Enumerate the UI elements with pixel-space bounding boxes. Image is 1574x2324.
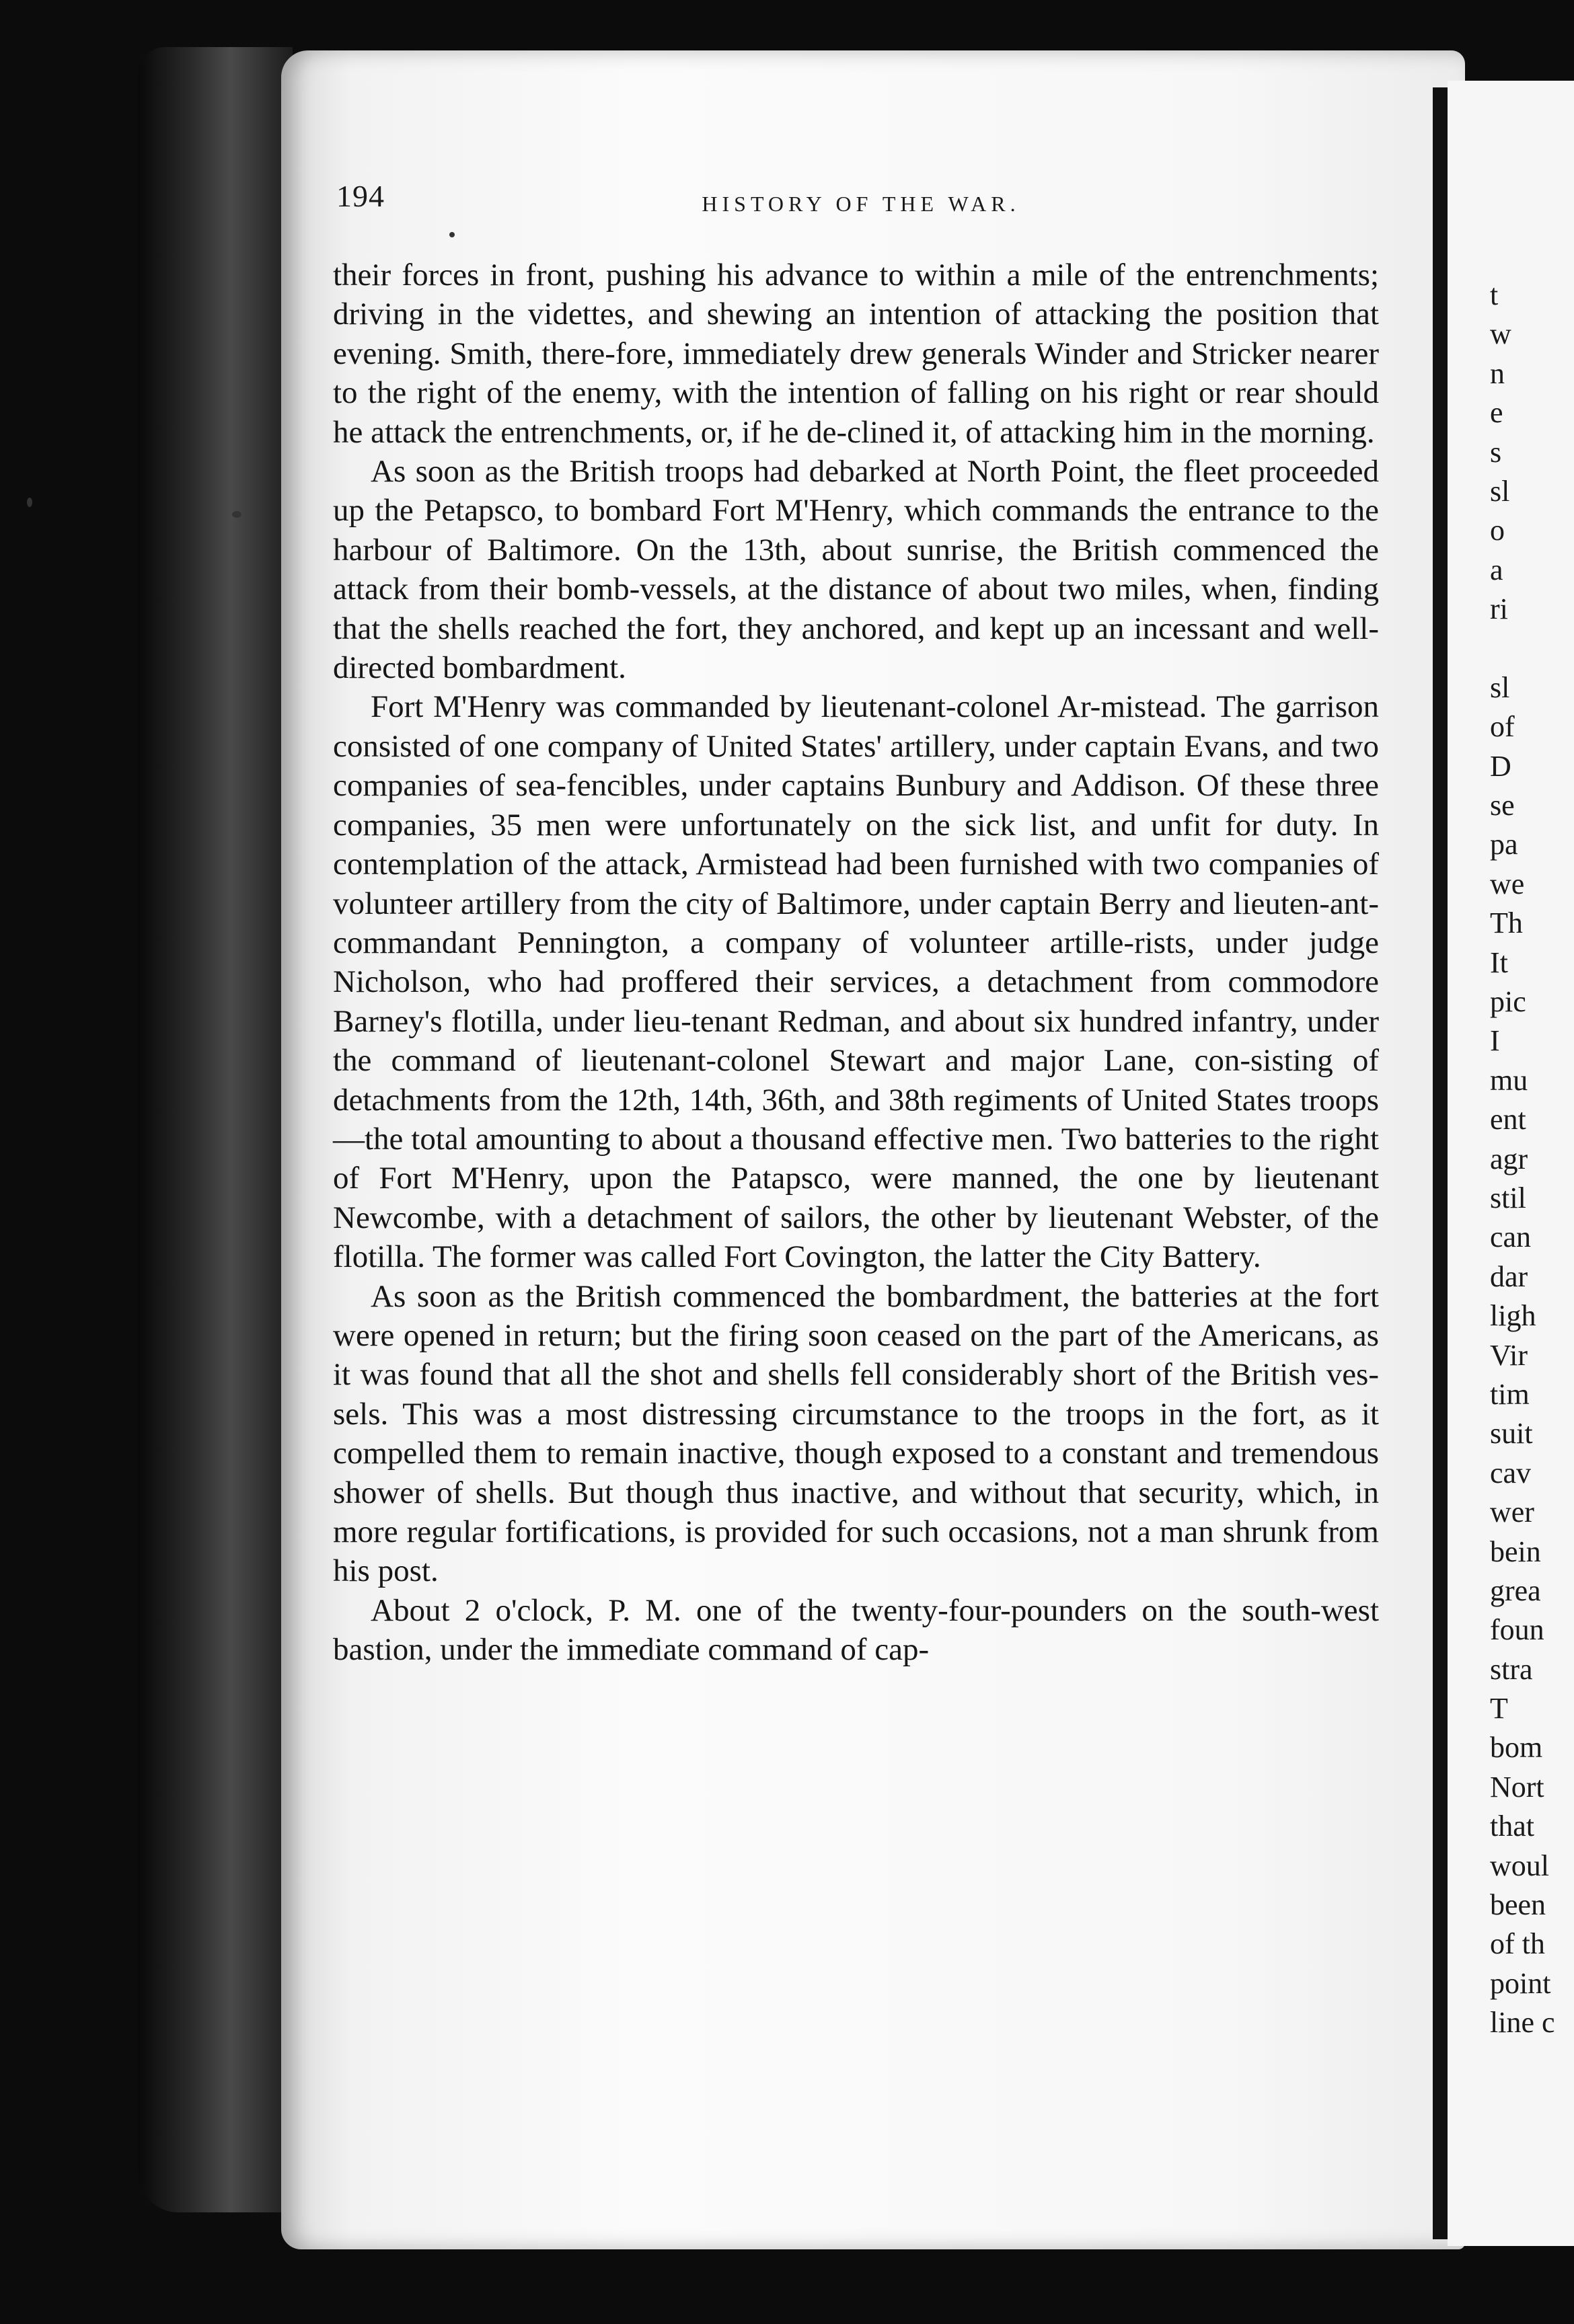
facing-page-fragment: I (1490, 1024, 1500, 1058)
facing-page-fragment: ligh (1490, 1299, 1536, 1333)
facing-page-fragment: sl (1490, 670, 1510, 704)
paragraph: As soon as the British commenced the bombardment, the batteries at the fort were opened in return; but the firing soon ceased on the part of the Americans, as it was found that all the shot and shells fell considerably short of the British ves-sels. This was a most distressing circumstance to the troops in the fort, as it compelled them to remain inactive, though exposed to a constant and tremendous shower of shells. But though thus inactive, and without that security, which, in more regular fortifications, is provided for such occasions, not a man shrunk from his post. (333, 1278, 1379, 1589)
facing-page-fragment: of th (1490, 1927, 1545, 1961)
facing-page-fragment: o (1490, 514, 1505, 547)
facing-page-fragment: bein (1490, 1535, 1541, 1568)
facing-page-fragment: woul (1490, 1849, 1549, 1882)
facing-page-fragment: pa (1490, 828, 1518, 861)
running-head: HISTORY OF THE WAR. (702, 192, 1020, 216)
facing-page-fragment: can (1490, 1221, 1532, 1254)
paragraph: As soon as the British troops had debarked at North Point, the fleet proceeded up the Petapsco, to bombard Fort M'Henry, which commands the entrance to the harbour of Baltimore. On the 13th, about sunrise, the British commenced the attack from their bomb-vessels, at the distance of about two miles, when, finding that the shells reached the fort, they anchored, and kept up an incessant and well-directed bombardment. (333, 454, 1379, 686)
facing-page-fragment: been (1490, 1888, 1546, 1922)
facing-page-fragment: T (1490, 1692, 1508, 1726)
page-header (336, 178, 1386, 225)
facing-page-fragment: It (1490, 945, 1508, 979)
body-text (333, 256, 1379, 1670)
scan-speck (449, 232, 455, 237)
facing-page-fragment: se (1490, 789, 1515, 822)
facing-page-fragment: we (1490, 867, 1525, 900)
facing-page-fragment: grea (1490, 1574, 1541, 1607)
facing-page-fragment: wer (1490, 1496, 1534, 1529)
facing-page-fragment: e (1490, 396, 1503, 430)
facing-page-fragment: pic (1490, 985, 1526, 1019)
facing-page-fragment: stra (1490, 1652, 1533, 1686)
facing-page-fragment: cav (1490, 1456, 1532, 1489)
facing-page-fragment: Vir (1490, 1338, 1528, 1372)
page-number: 194 (336, 179, 385, 213)
facing-page-fragment (1490, 629, 1574, 668)
facing-page-fragment: bom (1490, 1731, 1543, 1765)
facing-page-fragment: Nort (1490, 1770, 1544, 1804)
facing-page-fragment: mu (1490, 1063, 1528, 1097)
facing-page-fragment: a (1490, 553, 1503, 586)
scan-speck (232, 511, 241, 518)
facing-page-fragment: agr (1490, 1142, 1528, 1175)
facing-page-fragment: stil (1490, 1181, 1526, 1214)
facing-page-fragment: line c (1490, 2006, 1555, 2040)
facing-page-fragment: ent (1490, 1103, 1526, 1136)
facing-page-fragment: ri (1490, 592, 1508, 626)
facing-page-fragment: of (1490, 710, 1515, 744)
facing-page-fragment: foun (1490, 1613, 1544, 1647)
facing-page-fragment: tim (1490, 1377, 1530, 1411)
paragraph: their forces in front, pushing his advance to within a mile of the entrenchments; driving in the videttes, and shewing an intention of attacking the position that evening. Smith, there-fore, immediately drew generals Winder and Stricker nearer to the right of the enemy, with the intention of falling on his right or rear should he attack the entrenchments, or, if he de-clined it, of attacking him in the morning. (333, 258, 1379, 450)
paragraph: Fort M'Henry was commanded by lieutenant-colonel Ar-mistead. The garrison consisted of one company of United States' artillery, under captain Evans, and two companies of sea-fencibles, under captains Bunbury and Addison. Of these three companies, 35 men were unfortunately on the sick list, and unfit for duty. In contemplation of the attack, Armistead had been furnished with two companies of volunteer artillery from the city of Baltimore, under captain Berry and lieuten-ant-commandant Pennington, a company of volunteer artille-rists, under judge Nicholson, who had proffered their services, a detachment from commodore Barney's flotilla, under lieu-tenant Redman, and about six hundred infantry, under the command of lieutenant-colonel Stewart and major Lane, con-sisting of detachments from the 12th, 14th, 36th, and 38th regiments of United States troops—the total amounting to about a thousand effective men. Two batteries to the right of Fort M'Henry, upon the Patapsco, were manned, the one by lieutenant Newcombe, with a detachment of sailors, the other by lieutenant Webster, of the flotilla. The former was called Fort Covington, the latter the City Battery. (333, 689, 1379, 1275)
facing-page-text-fragments (1490, 276, 1574, 2043)
facing-page-fragment: Th (1490, 906, 1523, 940)
paragraph: About 2 o'clock, P. M. one of the twenty-four-pounders on the south-west bastion, under the immediate command of cap- (333, 1592, 1379, 1668)
facing-page-fragment: s (1490, 435, 1502, 469)
facing-page-fragment: t (1490, 278, 1499, 311)
facing-page-fragment: n (1490, 356, 1505, 390)
book-spine (138, 47, 293, 2212)
scan-speck (27, 498, 32, 507)
facing-page-fragment: that (1490, 1810, 1534, 1843)
facing-page-fragment: sl (1490, 474, 1510, 508)
facing-page-fragment: suit (1490, 1417, 1533, 1450)
facing-page-fragment: D (1490, 749, 1511, 783)
facing-page-fragment: point (1490, 1966, 1551, 2000)
facing-page-fragment: w (1490, 317, 1511, 351)
facing-page-fragment: dar (1490, 1260, 1528, 1293)
page-gutter (1433, 87, 1448, 2239)
